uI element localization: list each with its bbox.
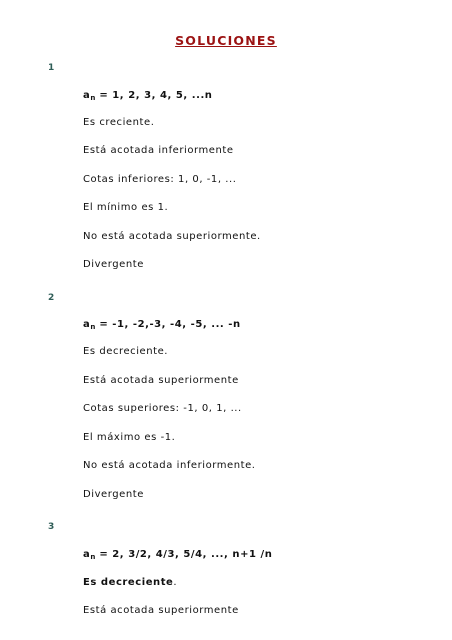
formula-rhs: = -1, -2,-3, -4, -5, ... -n (99, 319, 241, 330)
formula-subscript: n (90, 94, 96, 102)
sequence-formula (83, 319, 241, 331)
solution-line: Está acotada superiormente (83, 375, 239, 386)
formula-rhs: = 1, 2, 3, 4, 5, ...n (99, 90, 213, 101)
solution-line: Está acotada superiormente (83, 605, 239, 616)
solution-line: No está acotada inferiormente. (83, 460, 256, 471)
section-number: 1 (48, 63, 55, 73)
formula-subscript: n (90, 553, 96, 561)
formula-var: a (83, 90, 91, 101)
solution-line (83, 577, 177, 588)
solution-line: Divergente (83, 259, 144, 270)
solution-line-bold: Es decreciente (83, 577, 174, 588)
formula-rhs: = 2, 3/2, 4/3, 5/4, ..., n+1 /n (99, 549, 273, 560)
solution-line: No está acotada superiormente. (83, 231, 261, 242)
solution-line: Es creciente. (83, 117, 155, 128)
formula-var: a (83, 319, 91, 330)
sequence-formula (83, 549, 272, 561)
solution-line: Es decreciente. (83, 346, 169, 357)
solution-line: Cotas superiores: -1, 0, 1, ... (83, 403, 242, 414)
solution-line: Divergente (83, 489, 144, 500)
section-number: 3 (48, 522, 55, 532)
solution-line: El mínimo es 1. (83, 202, 169, 213)
formula-var: a (83, 549, 91, 560)
solution-line: Cotas inferiores: 1, 0, -1, ... (83, 174, 237, 185)
sequence-formula (83, 90, 212, 102)
solution-line: Está acotada inferiormente (83, 145, 234, 156)
section-number: 2 (48, 293, 55, 303)
solution-line-rest: . (173, 577, 178, 588)
solution-line: El máximo es -1. (83, 432, 176, 443)
page-title: SOLUCIONES (175, 33, 277, 48)
formula-subscript: n (90, 323, 96, 331)
